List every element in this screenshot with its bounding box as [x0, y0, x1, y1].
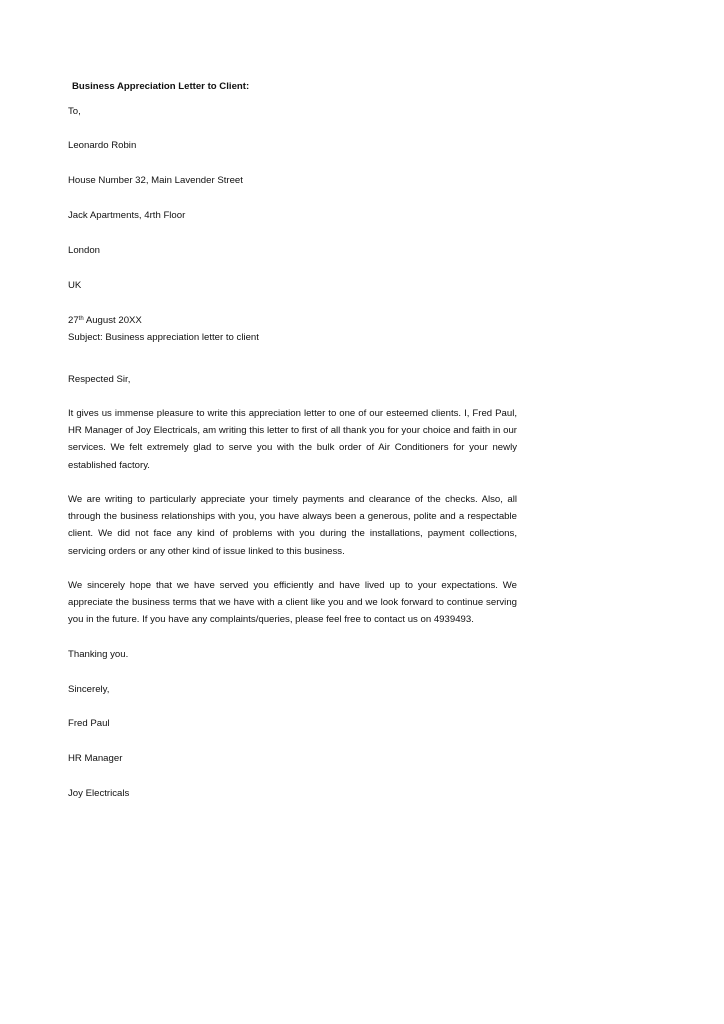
body-paragraph-2: We are writing to particularly appreciate your timely payments and clearance of the checks. Also, all through the business relationships with you, you have always been a generous, polite and a respectable client. We did not face any kind of problems with you during the installations, payment collections, servicing orders or any other kind of issue linked to this business. — [68, 494, 517, 557]
letter-subject: Subject: Business appreciation letter to client — [68, 332, 259, 343]
date-rest: August 20XX — [83, 315, 142, 326]
sender-company: Joy Electricals — [68, 788, 130, 799]
recipient-city: London — [68, 245, 101, 256]
body-paragraph-3: We sincerely hope that we have served you efficiently and have lived up to your expectations. We appreciate the business terms that we have with a client like you and we look forward to continue serving you in the future. If you have any complaints/queries, please feel free to contact us on 4939493. — [68, 580, 517, 626]
date-day: 27 — [68, 315, 79, 326]
sender-name: Fred Paul — [68, 718, 110, 729]
sender-title: HR Manager — [68, 753, 123, 764]
recipient-country: UK — [68, 280, 82, 291]
date-suffix: th — [78, 316, 84, 322]
recipient-address-line1: House Number 32, Main Lavender Street — [68, 175, 243, 186]
salutation: Respected Sir, — [68, 374, 131, 385]
to-label: To, — [68, 106, 81, 117]
closing-line: Sincerely, — [68, 684, 110, 695]
recipient-name: Leonardo Robin — [68, 140, 137, 151]
body-paragraph-1: It gives us immense pleasure to write this appreciation letter to one of our esteemed clients. I, Fred Paul, HR Manager of Joy Electricals, am writing this letter to first of all thank you for your choice and faith in our services. We felt extremely glad to serve you with the bulk order of Air Conditioners for your newly established factory. — [68, 408, 517, 471]
recipient-address-line2: Jack Apartments, 4rth Floor — [68, 210, 186, 221]
letter-date — [68, 315, 142, 327]
thanks-line: Thanking you. — [68, 649, 129, 660]
letter-title: Business Appreciation Letter to Client: — [72, 81, 250, 92]
